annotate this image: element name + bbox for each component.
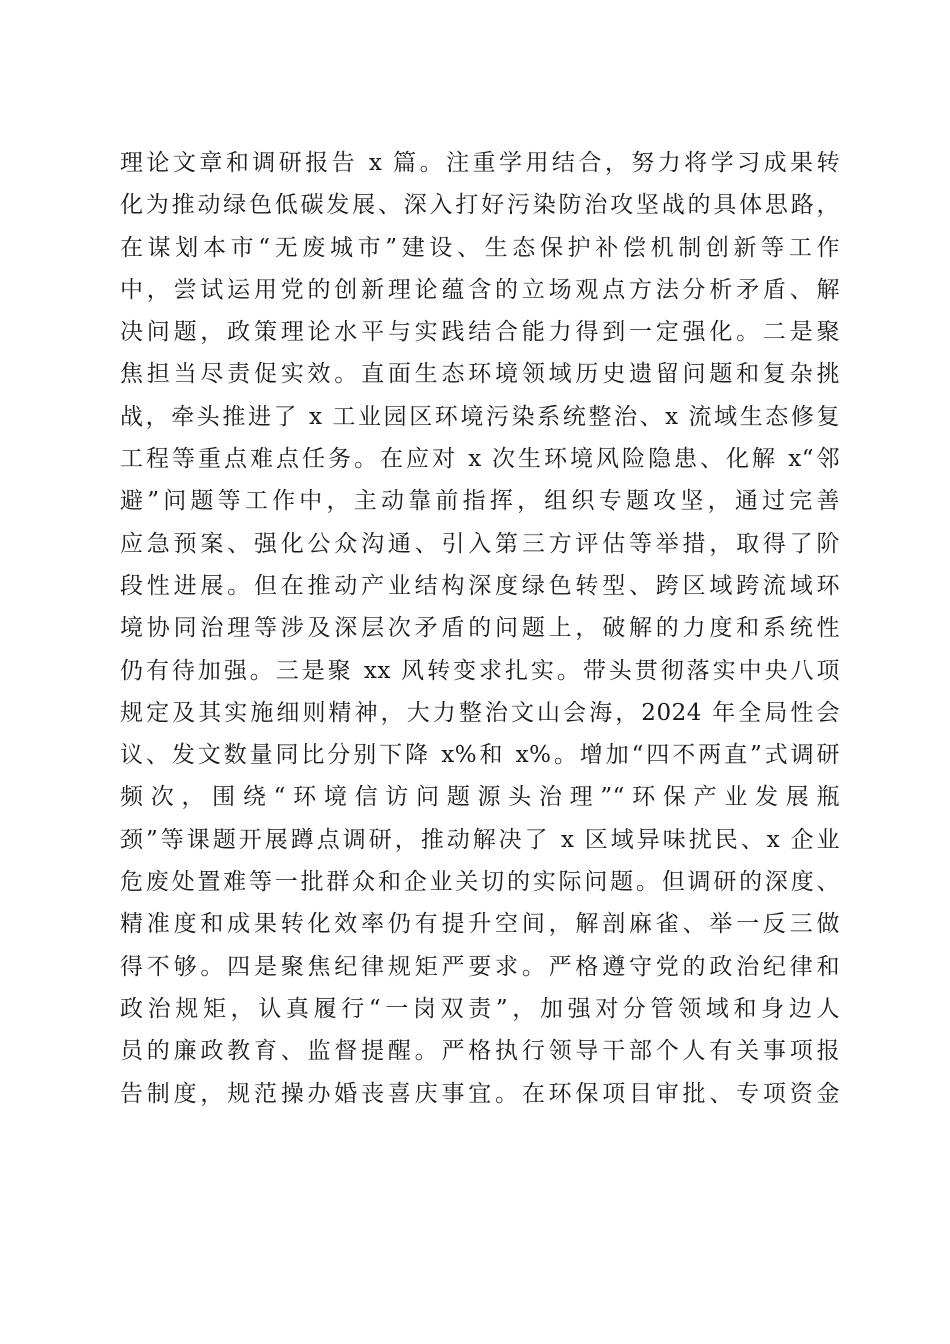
text-line-14: 规定及其实施细则精神，大力整治文山会海，2024 年全局性会 (120, 699, 840, 726)
text-line-8: 工程等重点难点任务。在应对 x 次生环境风险隐患、化解 x“邻 (120, 446, 840, 473)
text-line-10: 应急预案、强化公众沟通、引入第三方评估等举措，取得了阶 (120, 530, 840, 557)
text-line-11: 段性进展。但在推动产业结构深度绿色转型、跨区域跨流域环 (120, 572, 840, 599)
text-line-16: 频次，围绕“环境信访问题源头治理”“环保产业发展瓶 (120, 784, 840, 811)
text-line-3: 在谋划本市“无废城市”建设、生态保护补偿机制创新等工作 (120, 234, 840, 261)
text-line-18: 危废处置难等一批群众和企业关切的实际问题。但调研的深度、 (120, 869, 840, 896)
text-line-22: 员的廉政教育、监督提醒。严格执行领导干部个人有关事项报 (120, 1038, 840, 1065)
text-line-9: 避”问题等工作中，主动靠前指挥，组织专题攻坚，通过完善 (120, 488, 840, 515)
text-line-13: 仍有待加强。三是聚 xx 风转变求扎实。带头贯彻落实中央八项 (120, 657, 840, 684)
text-line-20: 得不够。四是聚焦纪律规矩严要求。严格遵守党的政治纪律和 (120, 953, 840, 980)
text-line-1: 理论文章和调研报告 x 篇。注重学用结合，努力将学习成果转 (120, 150, 840, 176)
text-line-15: 议、发文数量同比分别下降 x%和 x%。增加“四不两直”式调研 (120, 742, 840, 769)
text-line-12: 境协同治理等涉及深层次矛盾的问题上，破解的力度和系统性 (120, 615, 840, 642)
body-paragraph (120, 142, 840, 1115)
text-line-7: 战，牵头推进了 x 工业园区环境污染系统整治、x 流域生态修复 (120, 403, 840, 430)
text-line-5: 决问题，政策理论水平与实践结合能力得到一定强化。二是聚 (120, 319, 840, 346)
text-line-19: 精准度和成果转化效率仍有提升空间，解剖麻雀、举一反三做 (120, 911, 840, 938)
text-line-21: 政治规矩，认真履行“一岗双责”，加强对分管领域和身边人 (120, 995, 840, 1022)
text-line-17: 颈”等课题开展蹲点调研，推动解决了 x 区域异味扰民、x 企业 (120, 826, 840, 853)
text-line-2: 化为推动绿色低碳发展、深入打好污染防治攻坚战的具体思路， (120, 192, 840, 219)
text-line-23: 告制度，规范操办婚丧喜庆事宜。在环保项目审批、专项资金 (120, 1080, 840, 1107)
text-line-6: 焦担当尽责促实效。直面生态环境领域历史遗留问题和复杂挑 (120, 361, 840, 388)
text-line-4: 中，尝试运用党的创新理论蕴含的立场观点方法分析矛盾、解 (120, 276, 840, 303)
